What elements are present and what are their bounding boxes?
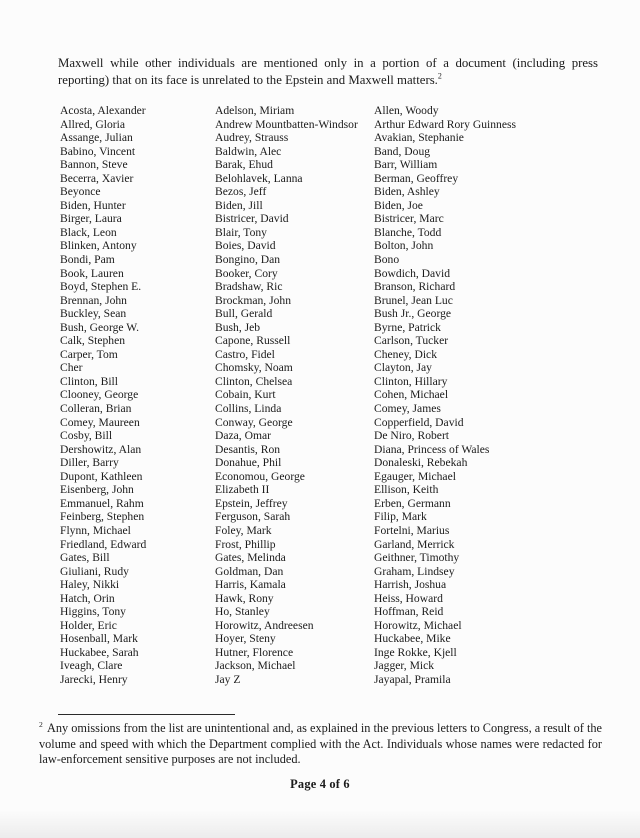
list-item: Cheney, Dick (374, 347, 437, 361)
list-item: De Niro, Robert (374, 429, 450, 443)
list-item: Biden, Hunter (60, 198, 126, 212)
list-item: Hoffman, Reid (374, 605, 444, 619)
list-item: Castro, Fidel (215, 347, 275, 361)
list-item: Inge Rokke, Kjell (374, 645, 457, 659)
list-item: Biden, Ashley (374, 185, 440, 199)
list-item: Eisenberg, John (60, 483, 134, 497)
list-item: Bongino, Dan (215, 253, 281, 267)
list-item: Audrey, Strauss (215, 131, 289, 145)
list-item: Iveagh, Clare (60, 659, 123, 673)
list-item: Copperfield, David (374, 415, 464, 429)
list-item: Byrne, Patrick (374, 320, 441, 334)
list-item: Flynn, Michael (60, 523, 131, 537)
list-item: Jagger, Mick (374, 659, 435, 673)
intro-paragraph (58, 55, 598, 89)
list-item: Bolton, John (374, 239, 434, 253)
list-item: Harrish, Joshua (374, 578, 447, 592)
list-item: Clayton, Jay (374, 361, 432, 375)
list-item: Goldman, Dan (215, 564, 284, 578)
list-item: Biden, Joe (374, 198, 423, 212)
footnote (39, 721, 602, 768)
list-item: Frost, Phillip (215, 537, 276, 551)
list-item: Brennan, John (60, 293, 127, 307)
list-item: Collins, Linda (215, 402, 282, 416)
list-item: Dupont, Kathleen (60, 469, 143, 483)
list-item: Baldwin, Alec (215, 144, 282, 158)
list-item: Birger, Laura (60, 212, 122, 226)
list-item: Filip, Mark (374, 510, 427, 524)
list-item: Chomsky, Noam (215, 361, 293, 375)
list-item: Bondi, Pam (60, 253, 115, 267)
list-item: Harris, Kamala (215, 578, 286, 592)
list-item: Clinton, Bill (60, 374, 118, 388)
list-item: Barak, Ehud (215, 158, 273, 172)
list-item: Bezos, Jeff (215, 185, 267, 199)
scan-shadow (0, 810, 640, 838)
list-item: Hutner, Florence (215, 645, 294, 659)
list-item: Garland, Merrick (374, 537, 455, 551)
list-item: Berman, Geoffrey (374, 171, 459, 185)
list-item: Carlson, Tucker (374, 334, 449, 348)
list-item: Arthur Edward Rory Guinness (374, 117, 517, 131)
list-item: Epstein, Jeffrey (215, 496, 288, 510)
list-item: Erben, Germann (374, 496, 451, 510)
list-item: Jay Z (215, 672, 241, 686)
list-item: Brockman, John (215, 293, 291, 307)
list-item: Fortelni, Marius (374, 523, 450, 537)
list-item: Horowitz, Michael (374, 618, 462, 632)
list-item: Buckley, Sean (60, 307, 127, 321)
list-item: Bush, George W. (60, 320, 140, 334)
list-item: Branson, Richard (374, 280, 456, 294)
list-item: Clinton, Chelsea (215, 374, 293, 388)
list-item: Economou, George (215, 469, 305, 483)
list-item: Biden, Jill (215, 198, 263, 212)
page-number: Page 4 of 6 (290, 777, 350, 791)
list-item: Higgins, Tony (60, 605, 126, 619)
list-item: Gates, Bill (60, 551, 110, 565)
list-item: Hoyer, Steny (215, 632, 276, 646)
list-item: Becerra, Xavier (60, 171, 134, 185)
list-item: Jayapal, Pramila (374, 672, 451, 686)
footnote-marker: 2 (39, 719, 43, 729)
list-item: Allred, Gloria (60, 117, 126, 131)
list-item: Acosta, Alexander (60, 104, 146, 117)
list-item: Andrew Mountbatten-Windsor (215, 117, 358, 131)
list-item: Giuliani, Rudy (60, 564, 129, 578)
list-item: Heiss, Howard (374, 591, 443, 605)
list-item: Cosby, Bill (60, 429, 113, 443)
list-item: Avakian, Stephanie (374, 131, 464, 145)
list-item: Horowitz, Andreesen (215, 618, 314, 632)
list-item: Hatch, Orin (60, 591, 115, 605)
names-column-2 (215, 104, 373, 687)
list-item: Black, Leon (60, 225, 117, 239)
list-item: Adelson, Miriam (215, 104, 295, 117)
names-column-3 (374, 104, 604, 687)
list-item: Booker, Cory (215, 266, 278, 280)
list-item: Carper, Tom (60, 347, 118, 361)
list-item: Friedland, Edward (60, 537, 147, 551)
list-item: Assange, Julian (60, 131, 133, 145)
list-item: Band, Doug (374, 144, 431, 158)
list-item: Foley, Mark (215, 523, 272, 537)
list-item: Emmanuel, Rahm (60, 496, 144, 510)
list-item: Bannon, Steve (60, 158, 128, 172)
list-item: Jarecki, Henry (60, 672, 128, 686)
list-item: Bistricer, Marc (374, 212, 444, 226)
list-item: Egauger, Michael (374, 469, 456, 483)
list-item: Blanche, Todd (374, 225, 442, 239)
list-item: Desantis, Ron (215, 442, 281, 456)
list-item: Comey, James (374, 402, 441, 416)
list-item: Calk, Stephen (60, 334, 126, 348)
list-item: Daza, Omar (215, 429, 272, 443)
list-item: Cobain, Kurt (215, 388, 276, 402)
footnote-reference: 2 (437, 71, 442, 81)
list-item: Babino, Vincent (60, 144, 136, 158)
list-item: Ferguson, Sarah (215, 510, 291, 524)
footnote-text: Any omissions from the list are unintentional and, as explained in the previous letters to Congress, a result of the volume and speed with which the Department complied with the Act. Individuals whose names were redacted for law-enforcement sensitive purposes are not included. (39, 721, 602, 767)
list-item: Haley, Nikki (60, 578, 120, 592)
list-item: Huckabee, Sarah (60, 645, 139, 659)
list-item: Brunel, Jean Luc (374, 293, 453, 307)
list-item: Gates, Melinda (215, 551, 286, 565)
list-item: Ho, Stanley (215, 605, 270, 619)
list-item: Elizabeth II (215, 483, 270, 497)
list-item: Jackson, Michael (215, 659, 296, 673)
list-item: Blinken, Antony (60, 239, 137, 253)
list-item: Hawk, Rony (215, 591, 274, 605)
list-item: Hosenball, Mark (60, 632, 138, 646)
list-item: Huckabee, Mike (374, 632, 451, 646)
list-item: Ellison, Keith (374, 483, 439, 497)
list-item: Donaleski, Rebekah (374, 456, 468, 470)
list-item: Beyonce (60, 185, 101, 199)
list-item: Geithner, Timothy (374, 551, 460, 565)
list-item: Belohlavek, Lanna (215, 171, 303, 185)
list-item: Blair, Tony (215, 225, 267, 239)
list-item: Allen, Woody (374, 104, 439, 117)
list-item: Capone, Russell (215, 334, 291, 348)
list-item: Bush Jr., George (374, 307, 452, 321)
names-column-1 (60, 104, 215, 687)
list-item: Diller, Barry (60, 456, 119, 470)
list-item: Holder, Eric (60, 618, 117, 632)
list-item: Bull, Gerald (215, 307, 273, 321)
list-item: Comey, Maureen (60, 415, 140, 429)
footnote-divider (58, 714, 235, 715)
intro-text: Maxwell while other individuals are mentioned only in a portion of a document (including press reporting) that on its face is unrelated to the Epstein and Maxwell matters. (58, 56, 598, 87)
list-item: Bistricer, David (215, 212, 289, 226)
list-item: Cohen, Michael (374, 388, 449, 402)
list-item: Bush, Jeb (215, 320, 261, 334)
list-item: Donahue, Phil (215, 456, 282, 470)
list-item: Conway, George (215, 415, 293, 429)
list-item: Boies, David (215, 239, 276, 253)
list-item: Dershowitz, Alan (60, 442, 142, 456)
list-item: Cher (60, 361, 83, 375)
list-item: Boyd, Stephen E. (60, 280, 142, 294)
list-item: Bradshaw, Ric (215, 280, 283, 294)
list-item: Barr, William (374, 158, 438, 172)
list-item: Clinton, Hillary (374, 374, 448, 388)
list-item: Colleran, Brian (60, 402, 132, 416)
list-item: Graham, Lindsey (374, 564, 455, 578)
list-item: Bono (374, 253, 400, 267)
list-item: Bowdich, David (374, 266, 450, 280)
list-item: Diana, Princess of Wales (374, 442, 490, 456)
list-item: Clooney, George (60, 388, 139, 402)
list-item: Book, Lauren (60, 266, 124, 280)
list-item: Feinberg, Stephen (60, 510, 145, 524)
